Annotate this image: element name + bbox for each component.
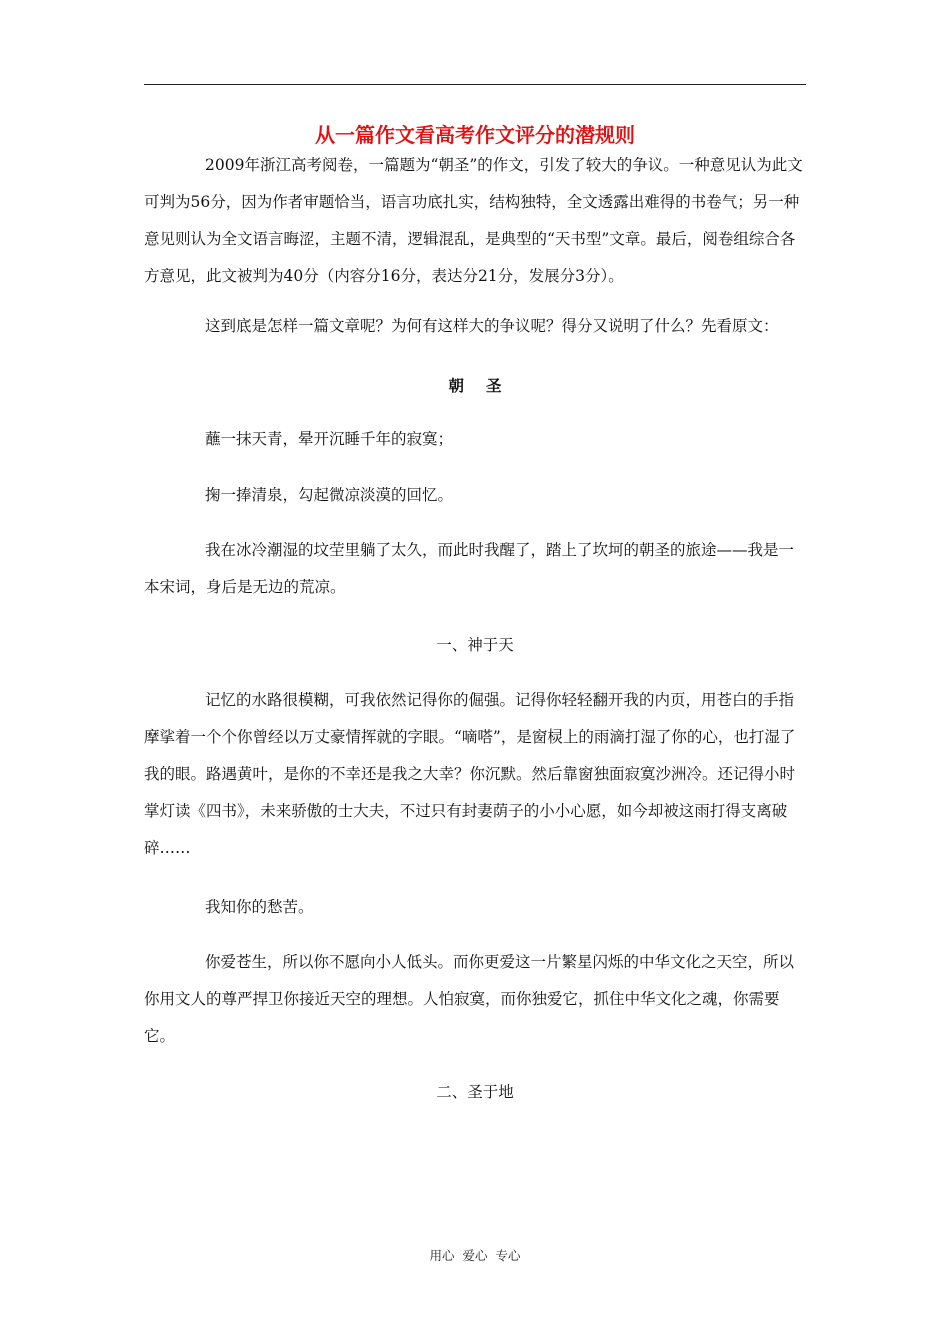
header-rule bbox=[144, 84, 806, 85]
section-heading: 一、神于天 bbox=[436, 636, 514, 654]
question-paragraph: 这到底是怎样一篇文章呢？为何有这样大的争议呢？得分又说明了什么？先看原文： bbox=[205, 317, 779, 335]
essay-paragraph: 我知你的愁苦。 bbox=[205, 898, 314, 916]
page-title: 从一篇作文看高考作文评分的潜规则 bbox=[315, 123, 635, 147]
essay-title: 朝圣 bbox=[448, 376, 524, 395]
essay-paragraph: 我在冰冷潮湿的坟茔里躺了太久，而此时我醒了，踏上了坎坷的朝圣的旅途——我是一本宋词，身后是无边的荒凉。 bbox=[144, 541, 795, 596]
essay-paragraph: 记忆的水路很模糊，可我依然记得你的倔强。记得你轻轻翻开我的内页，用苍白的手指摩挲着一个个你曾经以万丈豪情挥就的字眼。“嘀嗒”，是窗棂上的雨滴打湿了你的心，也打湿了我的眼。路遇黄叶，是你的不幸还是我之大幸？你沉默。然后靠窗独面寂寞沙洲冷。还记得小时掌灯读《四书》，未来骄傲的士大夫，不过只有封妻荫子的小小心愿，如今却被这雨打得支离破碎…… bbox=[144, 691, 796, 857]
essay-line: 蘸一抹天青，晕开沉睡千年的寂寞； bbox=[205, 430, 454, 448]
page-footer: 用心 爱心 专心 bbox=[429, 1248, 521, 1263]
essay-line: 掬一捧清泉，勾起微凉淡漠的回忆。 bbox=[205, 486, 454, 504]
intro-paragraph: 2009年浙江高考阅卷，一篇题为“朝圣”的作文，引发了较大的争议。一种意见认为此文可判为56分，因为作者审题恰当，语言功底扎实，结构独特，全文透露出难得的书卷气；另一种意见则认为全文语言晦涩，主题不清，逻辑混乱，是典型的“天书型”文章。最后，阅卷组综合各方意见，此文被判为40分（内容分16分，表达分21分，发展分3分）。 bbox=[144, 156, 803, 285]
essay-paragraph: 你爱苍生，所以你不愿向小人低头。而你更爱这一片繁星闪烁的中华文化之天空，所以你用文人的尊严捍卫你接近天空的理想。人怕寂寞，而你独爱它，抓住中华文化之魂，你需要它。 bbox=[144, 953, 795, 1045]
section-heading: 二、圣于地 bbox=[436, 1083, 514, 1101]
